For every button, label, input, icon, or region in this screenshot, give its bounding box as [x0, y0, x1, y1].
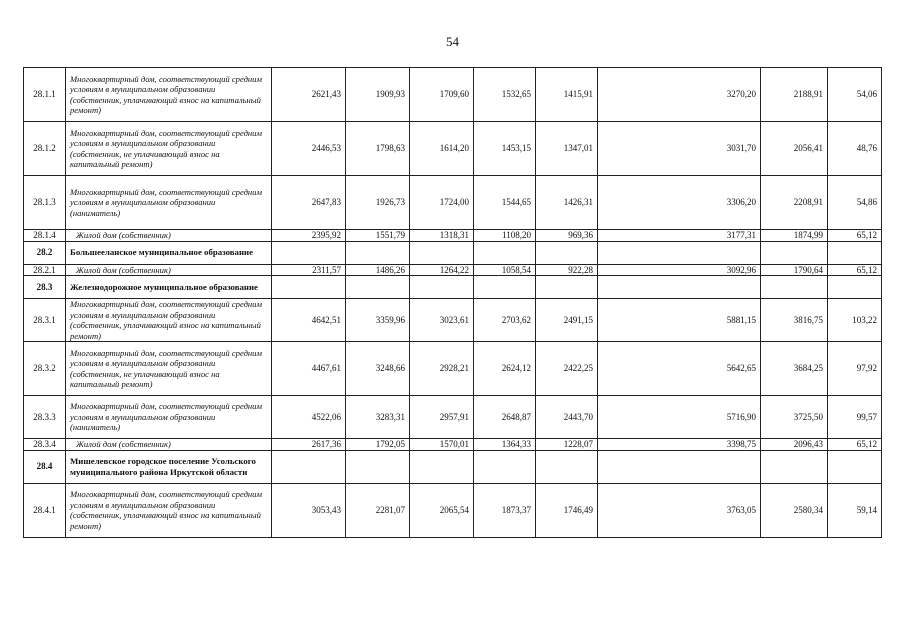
value-cell [761, 241, 828, 264]
table-row [24, 176, 882, 230]
value-cell [474, 276, 536, 299]
table-row [24, 439, 882, 451]
row-description: Жилой дом (собственник) [66, 439, 272, 451]
value-cell: 3725,50 [761, 396, 828, 439]
value-cell: 2580,34 [761, 483, 828, 537]
value-cell: 2928,21 [410, 342, 474, 396]
value-cell: 65,12 [828, 230, 882, 242]
row-description: Большееланское муниципальное образование [66, 241, 272, 264]
row-description: Многоквартирный дом, соответствующий средним условиям в муниципальном образовании (собственник, уплачивающий взнос на капитальный ремонт) [66, 299, 272, 342]
value-cell [828, 276, 882, 299]
value-cell: 1551,79 [346, 230, 410, 242]
table-row [24, 396, 882, 439]
value-cell: 2311,57 [272, 264, 346, 276]
row-description: Многоквартирный дом, соответствующий средним условиям в муниципальном образовании (наниматель) [66, 176, 272, 230]
value-cell: 3359,96 [346, 299, 410, 342]
value-cell: 2446,53 [272, 122, 346, 176]
row-number: 28.1.4 [24, 230, 66, 242]
value-cell: 103,22 [828, 299, 882, 342]
value-cell: 3023,61 [410, 299, 474, 342]
row-number: 28.3 [24, 276, 66, 299]
value-cell: 1614,20 [410, 122, 474, 176]
table-row [24, 264, 882, 276]
value-cell: 3248,66 [346, 342, 410, 396]
section-row [24, 276, 882, 299]
value-cell: 59,14 [828, 483, 882, 537]
value-cell: 1426,31 [536, 176, 598, 230]
value-cell [346, 241, 410, 264]
value-cell: 1792,05 [346, 439, 410, 451]
value-cell: 2208,91 [761, 176, 828, 230]
table-row [24, 342, 882, 396]
row-description: Железнодорожное муниципальное образование [66, 276, 272, 299]
value-cell: 1873,37 [474, 483, 536, 537]
value-cell: 2096,43 [761, 439, 828, 451]
value-cell: 922,28 [536, 264, 598, 276]
value-cell [828, 241, 882, 264]
value-cell: 2957,91 [410, 396, 474, 439]
value-cell: 2621,43 [272, 68, 346, 122]
value-cell: 1318,31 [410, 230, 474, 242]
value-cell: 969,36 [536, 230, 598, 242]
value-cell [536, 450, 598, 483]
value-cell: 2703,62 [474, 299, 536, 342]
value-cell: 2281,07 [346, 483, 410, 537]
value-cell: 3177,31 [598, 230, 761, 242]
value-cell: 1798,63 [346, 122, 410, 176]
value-cell: 3763,05 [598, 483, 761, 537]
table-row [24, 230, 882, 242]
value-cell [272, 241, 346, 264]
table-row [24, 122, 882, 176]
value-cell [346, 450, 410, 483]
value-cell: 1453,15 [474, 122, 536, 176]
value-cell: 3283,31 [346, 396, 410, 439]
row-description: Многоквартирный дом, соответствующий средним условиям в муниципальном образовании (наниматель) [66, 396, 272, 439]
value-cell: 3053,43 [272, 483, 346, 537]
value-cell: 99,57 [828, 396, 882, 439]
value-cell: 1415,91 [536, 68, 598, 122]
value-cell: 48,76 [828, 122, 882, 176]
section-row [24, 450, 882, 483]
row-number: 28.1.1 [24, 68, 66, 122]
value-cell [410, 241, 474, 264]
row-number: 28.3.4 [24, 439, 66, 451]
value-cell: 1724,00 [410, 176, 474, 230]
row-description: Жилой дом (собственник) [66, 264, 272, 276]
page-number: 54 [446, 34, 459, 49]
value-cell: 2491,15 [536, 299, 598, 342]
table-row [24, 483, 882, 537]
section-row [24, 241, 882, 264]
value-cell: 3306,20 [598, 176, 761, 230]
value-cell: 2443,70 [536, 396, 598, 439]
value-cell: 5716,90 [598, 396, 761, 439]
value-cell: 2624,12 [474, 342, 536, 396]
row-number: 28.1.2 [24, 122, 66, 176]
value-cell: 2648,87 [474, 396, 536, 439]
value-cell: 3816,75 [761, 299, 828, 342]
value-cell [272, 276, 346, 299]
value-cell: 2422,25 [536, 342, 598, 396]
row-number: 28.3.2 [24, 342, 66, 396]
value-cell [474, 241, 536, 264]
row-number: 28.3.3 [24, 396, 66, 439]
value-cell: 1926,73 [346, 176, 410, 230]
value-cell: 5881,15 [598, 299, 761, 342]
value-cell: 3684,25 [761, 342, 828, 396]
value-cell [272, 450, 346, 483]
value-cell: 1709,60 [410, 68, 474, 122]
row-number: 28.1.3 [24, 176, 66, 230]
value-cell: 65,12 [828, 439, 882, 451]
row-description: Многоквартирный дом, соответствующий средним условиям в муниципальном образовании (собственник, не уплачивающий взнос на капитальный ремонт) [66, 342, 272, 396]
row-number: 28.3.1 [24, 299, 66, 342]
value-cell: 1790,64 [761, 264, 828, 276]
value-cell: 2065,54 [410, 483, 474, 537]
value-cell: 1058,54 [474, 264, 536, 276]
value-cell: 3031,70 [598, 122, 761, 176]
value-cell: 1909,93 [346, 68, 410, 122]
value-cell [598, 450, 761, 483]
value-cell: 4522,06 [272, 396, 346, 439]
value-cell: 65,12 [828, 264, 882, 276]
value-cell: 1364,33 [474, 439, 536, 451]
row-number: 28.4 [24, 450, 66, 483]
value-cell [598, 276, 761, 299]
row-description: Мишелевское городское поселение Усольского муниципального района Иркутской области [66, 450, 272, 483]
value-cell: 2395,92 [272, 230, 346, 242]
value-cell: 1264,22 [410, 264, 474, 276]
value-cell: 1532,65 [474, 68, 536, 122]
value-cell: 1746,49 [536, 483, 598, 537]
value-cell [474, 450, 536, 483]
row-description: Многоквартирный дом, соответствующий средним условиям в муниципальном образовании (собственник, уплачивающий взнос на капитальный ремонт) [66, 483, 272, 537]
value-cell: 54,86 [828, 176, 882, 230]
value-cell: 2647,83 [272, 176, 346, 230]
value-cell: 1347,01 [536, 122, 598, 176]
value-cell: 2188,91 [761, 68, 828, 122]
value-cell: 4642,51 [272, 299, 346, 342]
value-cell [761, 450, 828, 483]
value-cell: 1544,65 [474, 176, 536, 230]
value-cell [410, 450, 474, 483]
value-cell [536, 276, 598, 299]
table-row [24, 68, 882, 122]
value-cell: 2617,36 [272, 439, 346, 451]
row-description: Многоквартирный дом, соответствующий средним условиям в муниципальном образовании (собственник, не уплачивающий взнос на капитальный ремонт) [66, 122, 272, 176]
value-cell [598, 241, 761, 264]
table-row [24, 299, 882, 342]
value-cell [761, 276, 828, 299]
value-cell: 54,06 [828, 68, 882, 122]
table-body [24, 68, 882, 538]
value-cell: 1108,20 [474, 230, 536, 242]
row-description: Жилой дом (собственник) [66, 230, 272, 242]
value-cell: 4467,61 [272, 342, 346, 396]
value-cell [346, 276, 410, 299]
value-cell: 3270,20 [598, 68, 761, 122]
value-cell: 1486,26 [346, 264, 410, 276]
row-number: 28.2 [24, 241, 66, 264]
tariff-table [23, 67, 882, 538]
row-description: Многоквартирный дом, соответствующий средним условиям в муниципальном образовании (собственник, уплачивающий взнос на капитальный ремонт) [66, 68, 272, 122]
value-cell: 1228,07 [536, 439, 598, 451]
value-cell: 2056,41 [761, 122, 828, 176]
value-cell [828, 450, 882, 483]
row-number: 28.4.1 [24, 483, 66, 537]
value-cell: 5642,65 [598, 342, 761, 396]
value-cell [410, 276, 474, 299]
value-cell: 3398,75 [598, 439, 761, 451]
value-cell: 1570,01 [410, 439, 474, 451]
value-cell: 3092,96 [598, 264, 761, 276]
value-cell: 1874,99 [761, 230, 828, 242]
value-cell: 97,92 [828, 342, 882, 396]
value-cell [536, 241, 598, 264]
row-number: 28.2.1 [24, 264, 66, 276]
